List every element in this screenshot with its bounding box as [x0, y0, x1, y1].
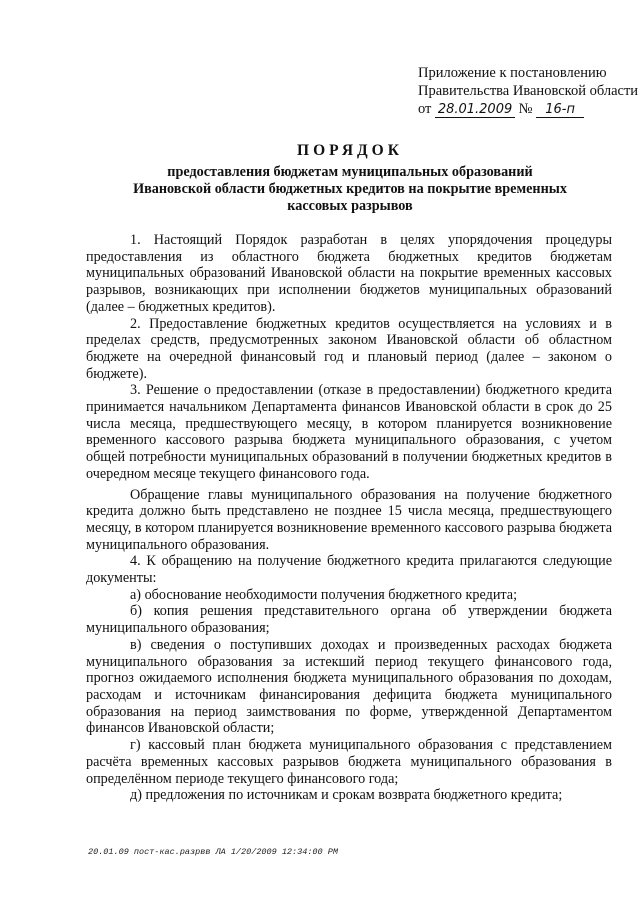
document-body: [86, 232, 612, 804]
appendix-line-2: Правительства Ивановской области: [418, 83, 639, 99]
list-item-b: б) копия решения представительного органа об утверждении бюджета муниципального образования;: [86, 603, 612, 637]
appendix-line-1: Приложение к постановлению: [418, 65, 607, 81]
number-label: №: [518, 101, 533, 117]
handwritten-date: 28.01.2009: [435, 102, 515, 118]
handwritten-number: 16-п: [536, 102, 584, 118]
paragraph-1: 1. Настоящий Порядок разработан в целях упорядочения процедуры предоставления из областного бюджета бюджетных кредитов бюджетам муниципальных образований Ивановской области на покрытие временных кассовых разрывов, возникающих при исполнении бюджетов муниципальных образований (далее – бюджетных кредитов).: [86, 232, 612, 315]
title-line-2: Ивановской области бюджетных кредитов на покрытие временных: [133, 181, 567, 197]
list-item-v: в) сведения о поступивших доходах и произведенных расходах бюджета муниципального образования за истекший период текущего финансового года, прогноз ожидаемого исполнения бюджета муниципального образования по доходам, расходам и источникам финансирования дефицита бюджета муниципального образования на период заимствования по форме, утвержденной Департаментом финансов Ивановской области;: [86, 636, 612, 737]
file-footer: 20.01.09 пост-кас.разрвв ЛА 1/20/2009 12:34:00 PM: [88, 847, 338, 857]
list-item-a: а) обоснование необходимости получения бюджетного кредита;: [130, 586, 518, 603]
list-item-g: г) кассовый план бюджета муниципального образования с представлением расчёта временных кассовых разрывов бюджета муниципального образования в определённом периоде текущего финансового года;: [86, 737, 612, 787]
paragraph-2: 2. Предоставление бюджетных кредитов осуществляется на условиях и в пределах средств, предусмотренных законом Ивановской области об областном бюджете на очередной финансовый год и плановый период (далее – законом о бюджете).: [86, 315, 612, 382]
list-item-d: д) предложения по источникам и срокам возврата бюджетного кредита;: [130, 787, 563, 804]
document-title: [90, 142, 610, 215]
paragraph-3: 3. Решение о предоставлении (отказе в предоставлении) бюджетного кредита принимается начальником Департамента финансов Ивановской области в срок до 25 числа месяца, предшествующего месяцу, в котором планируется возникновение временного кассового разрыва бюджета муниципального образования, с учетом общей потребности муниципальных образований в получении бюджетных кредитов в очередном месяце текущего финансового года.: [86, 382, 612, 482]
title-line-1: предоставления бюджетам муниципальных образований: [167, 164, 533, 180]
paragraph-3-appeal: Обращение главы муниципального образования на получение бюджетного кредита должно быть представлено не позднее 15 числа месяца, предшествующего месяцу, в котором планируется возникновение временного кассового разрыва бюджета муниципального образования.: [86, 486, 612, 553]
from-label: от: [418, 101, 432, 117]
appendix-date-number: [418, 100, 638, 118]
title-main: ПОРЯДОК: [297, 142, 403, 159]
paragraph-4: 4. К обращению на получение бюджетного кредита прилагаются следующие документы:: [86, 553, 612, 587]
appendix-header: [418, 64, 638, 118]
title-line-3: кассовых разрывов: [287, 198, 413, 214]
